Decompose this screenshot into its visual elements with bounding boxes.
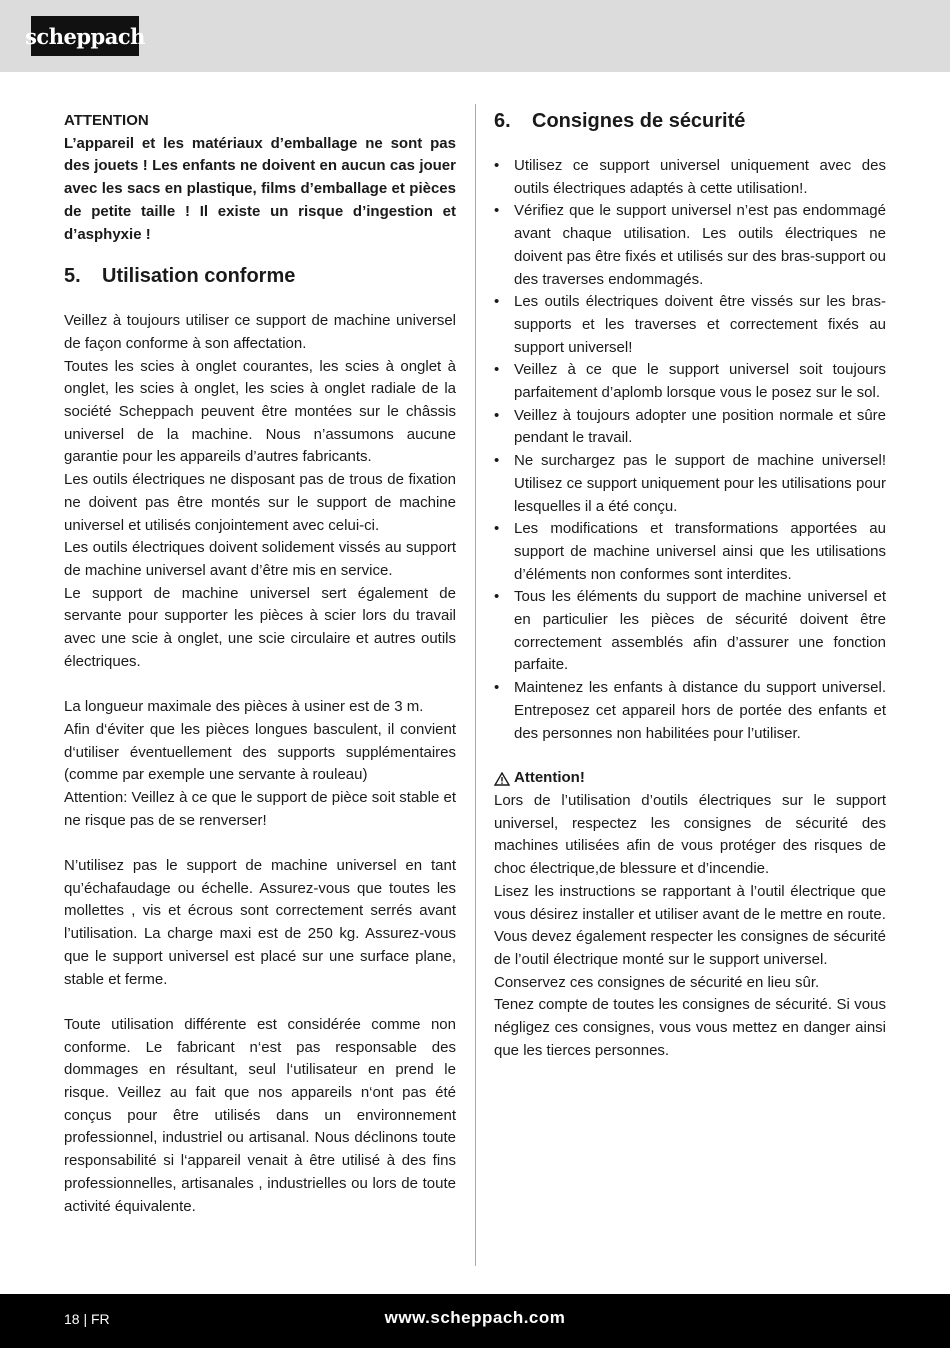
left-column: [64, 108, 456, 1218]
page-footer: [0, 1294, 950, 1348]
paragraph: Veillez à toujours utiliser ce support de machine universel de façon conforme à son affectation.: [64, 312, 456, 352]
paragraph: Vous devez également respecter les consignes de sécurité de l’outil électrique monté sur le support universel.: [494, 928, 886, 968]
warning-heading: Attention!: [494, 767, 886, 790]
list-item: • Les modifications et transformations apportées au support de machine universel ainsi que les utilisations d’éléments non conformes sont interdites.: [494, 520, 886, 583]
list-item: • Tous les éléments du support de machine universel et en particulier les pièces de sécurité doivent être correctement assemblés afin d’assurer une fonction parfaite.: [494, 588, 886, 674]
section-number: 6.: [494, 110, 511, 132]
list-item: • Vérifiez que le support universel n’est pas endommagé avant chaque utilisation. Les outils électriques ne doivent pas être fixés et utilisés sur des bras-support ou des traverses endommagés.: [494, 202, 886, 288]
attention-text: L’appareil et les matériaux d’emballage ne sont pas des jouets ! Les enfants ne doivent en aucun cas jouer avec les sacs en plastique, films d’emballage et pièces de petite taille ! Il existe un risque d’ingestion et d’asphyxie !: [64, 134, 456, 243]
paragraph: Conservez ces consignes de sécurité en lieu sûr.: [494, 973, 820, 991]
paragraph: Attention: Veillez à ce que le support de pièce soit stable et ne risque pas de se renverser!: [64, 788, 456, 829]
scheppach-logo: scheppach: [31, 16, 139, 56]
paragraph: La longueur maximale des pièces à usiner est de 3 m.: [64, 698, 424, 716]
page-number: 18 | FR: [64, 1311, 110, 1327]
list-item: • Veillez à toujours adopter une position normale et sûre pendant le travail.: [494, 406, 886, 447]
section-heading-6: [494, 108, 886, 134]
attention-heading: ATTENTION: [64, 112, 149, 129]
paragraph: Toutes les scies à onglet courantes, les scies à onglet à onglet, les scies à onglet, les scies à onglet radiale de la société Scheppach peuvent être montées sur le châssis universel de la machine. Nous n’assumons aucune garantie pour les appareils d’autres fabricants.: [64, 357, 456, 466]
paragraph: N’utilisez pas le support de machine universel en tant qu’échafaudage ou échelle. Assurez-vous que toutes les mollettes , vis et écrous sont correctement serrés avant l’utilisation. La charge maxi est de 250 kg. Assurez-vous que le support universel est placé sur une surface plane, stable et ferme.: [64, 857, 456, 988]
paragraph: Le support de machine universel sert également de servante pour supporter les pièces à scier lors du travail avec une scie à onglet, une scie circulaire et autres outils électriques.: [64, 584, 456, 670]
list-item: • Veillez à ce que le support universel soit toujours parfaitement d’aplomb lorsque vous le posez sur le sol.: [494, 361, 886, 402]
paragraph: Lors de l’utilisation d’outils électriques sur le support universel, respectez les consignes de sécurité des machines utilisées afin de vous protéger des risques de choc électrique,de blessure et d’incendie.: [494, 791, 886, 878]
list-item: • Utilisez ce support universel uniquement avec des outils électriques adaptés à cette utilisation!.: [494, 157, 886, 197]
paragraph: Toute utilisation différente est considérée comme non conforme. Le fabricant n‘est pas responsable des dommages en résultant, seul l‘utilisateur en prend le risque. Veillez au fait que nos appareils n‘ont pas été conçus pour être utilisés dans un environnement professionnel, industriel ou artisanal. Nous déclinons toute responsabilité si l‘appareil venait à être utilisé à des fins professionnelles, artisanales , industrielles ou lors de toute activité équivalente.: [64, 1015, 456, 1215]
paragraph: Lisez les instructions se rapportant à l’outil électrique que vous désirez installer et utiliser avant de le mettre en route.: [494, 882, 886, 923]
paragraph: Les outils électriques ne disposant pas de trous de fixation ne doivent pas être montés sur le support de machine universel et utilisés conjointement avec celui-ci.: [64, 471, 456, 534]
section-heading-5: [64, 263, 456, 289]
column-divider: [475, 104, 476, 1266]
warning-triangle-icon: [494, 772, 510, 786]
paragraph: Tenez compte de toutes les consignes de sécurité. Si vous négligez ces consignes, vous vous mettez en danger ainsi que les tierces personnes.: [494, 996, 886, 1059]
website-link[interactable]: www.scheppach.com: [384, 1308, 566, 1327]
right-column: [494, 108, 886, 1062]
page-header: [0, 0, 950, 72]
list-item: • Maintenez les enfants à distance du support universel. Entreposez cet appareil hors de portée des enfants et des personnes non habilitées pour l’utiliser.: [494, 679, 886, 742]
paragraph: Les outils électriques doivent solidement vissés au support de machine universel avant d’être mis en service.: [64, 539, 456, 579]
section-title: Utilisation conforme: [102, 265, 296, 288]
list-item: • Les outils électriques doivent être vissés sur les bras- supports et les traverses et correctement fixés au support universel!: [494, 293, 886, 356]
list-item: • Ne surchargez pas le support de machine universel! Utilisez ce support uniquement pour les utilisations pour lesquelles il a été conçu.: [494, 452, 886, 515]
safety-list: [494, 155, 886, 745]
section-title: Consignes de sécurité: [532, 110, 746, 132]
paragraph: Afin d‘éviter que les pièces longues basculent, il convient d‘utiliser éventuellement des supports supplémentaires (comme par exemple une servante à rouleau): [64, 720, 456, 784]
section-number: 5.: [64, 265, 81, 288]
